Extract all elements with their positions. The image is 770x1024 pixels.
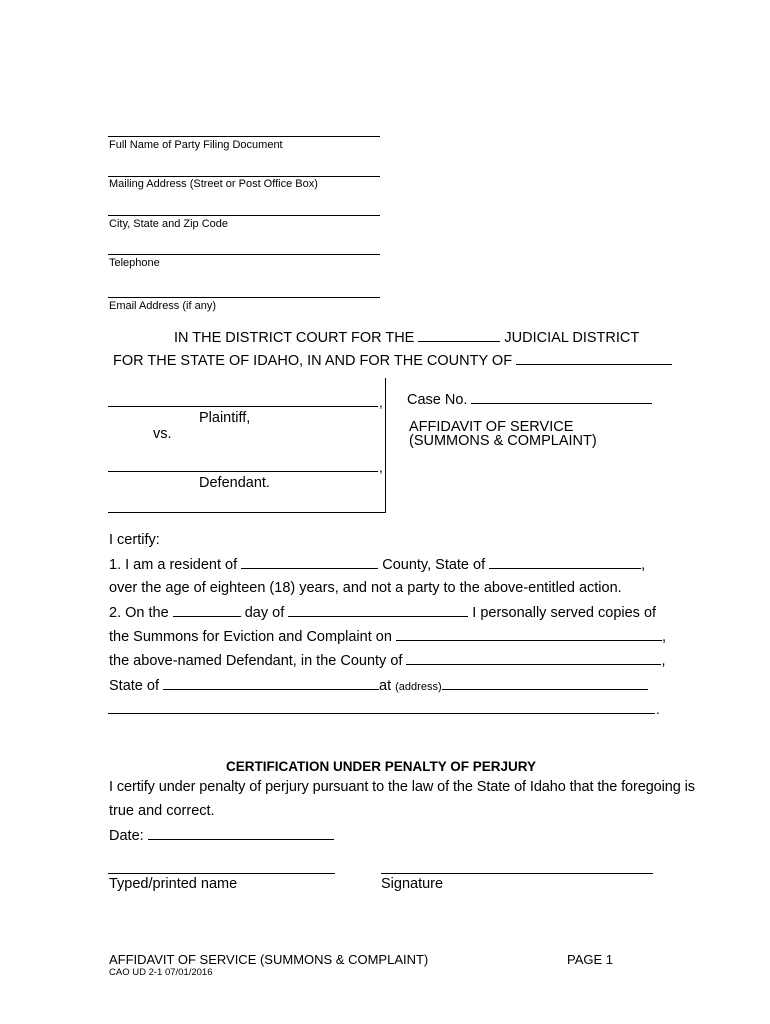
email-line[interactable] bbox=[108, 297, 380, 298]
email-label: Email Address (if any) bbox=[109, 300, 216, 312]
judicial-district-blank[interactable] bbox=[418, 329, 500, 342]
footer-form-code: CAO UD 2-1 07/01/2016 bbox=[109, 967, 213, 978]
served-on-blank[interactable] bbox=[396, 628, 662, 641]
summons-comma: , bbox=[661, 629, 666, 645]
case-no-blank[interactable] bbox=[471, 391, 652, 404]
at-text: at bbox=[379, 678, 392, 694]
document-title-line1: AFFIDAVIT OF SERVICE bbox=[409, 419, 574, 435]
full-name-line[interactable] bbox=[108, 136, 380, 137]
address-period: . bbox=[656, 702, 660, 717]
certification-text-2: true and correct. bbox=[109, 803, 215, 819]
case-no-label: Case No. bbox=[407, 392, 468, 408]
item-2-text-a: 2. On the bbox=[109, 605, 169, 621]
address-continuation-line[interactable] bbox=[108, 713, 655, 714]
county-text: the above-named Defendant, in the County of bbox=[109, 653, 403, 669]
item-1-comma: , bbox=[641, 557, 646, 573]
defendant-label: Defendant. bbox=[199, 475, 270, 491]
item-2-text-b: day of bbox=[244, 605, 285, 621]
item-1-text-b: County, State of bbox=[382, 557, 486, 573]
defendant-comma: , bbox=[379, 460, 383, 475]
document-title-line2: (SUMMONS & COMPLAINT) bbox=[409, 433, 597, 449]
footer-page-number: PAGE 1 bbox=[567, 952, 614, 967]
state-of-text: State of bbox=[109, 678, 159, 694]
court-header-line2 bbox=[113, 352, 672, 369]
plaintiff-name-line[interactable] bbox=[108, 406, 378, 407]
court-header-text-b: JUDICIAL DISTRICT bbox=[504, 330, 640, 346]
summons-line bbox=[109, 628, 666, 645]
address-label: (address) bbox=[395, 681, 442, 693]
signature-line[interactable] bbox=[381, 873, 653, 874]
service-county-blank[interactable] bbox=[406, 652, 661, 665]
item-1-continuation: over the age of eighteen (18) years, and not a party to the above-entitled action. bbox=[109, 580, 622, 596]
city-state-zip-label: City, State and Zip Code bbox=[109, 218, 229, 230]
signature-label: Signature bbox=[381, 876, 444, 892]
case-number bbox=[407, 391, 652, 408]
county-blank[interactable] bbox=[516, 352, 672, 365]
resident-state-blank[interactable] bbox=[489, 556, 641, 569]
date-label: Date: bbox=[109, 828, 144, 844]
footer-title: AFFIDAVIT OF SERVICE (SUMMONS & COMPLAINT) bbox=[109, 952, 429, 967]
item-2-line bbox=[109, 604, 656, 621]
county-line bbox=[109, 652, 665, 669]
plaintiff-comma: , bbox=[379, 395, 383, 410]
defendant-name-line[interactable] bbox=[108, 471, 378, 472]
caption-divider bbox=[385, 378, 386, 513]
court-header-line2-text: FOR THE STATE OF IDAHO, IN AND FOR THE COUNTY OF bbox=[113, 353, 513, 369]
item-2-text-c: I personally served copies of bbox=[472, 605, 657, 621]
resident-county-blank[interactable] bbox=[241, 556, 378, 569]
telephone-line[interactable] bbox=[108, 254, 380, 255]
court-header-text-a: IN THE DISTRICT COURT FOR THE bbox=[174, 330, 415, 346]
county-comma: , bbox=[661, 653, 666, 669]
vs-label: vs. bbox=[153, 426, 172, 442]
telephone-label: Telephone bbox=[109, 257, 160, 269]
state-address-line bbox=[109, 677, 648, 694]
date-blank[interactable] bbox=[148, 827, 334, 840]
plaintiff-label: Plaintiff, bbox=[199, 410, 251, 426]
full-name-label: Full Name of Party Filing Document bbox=[109, 139, 283, 151]
service-address-blank[interactable] bbox=[442, 677, 648, 690]
service-state-blank[interactable] bbox=[163, 677, 379, 690]
certification-text-1: I certify under penalty of perjury pursuant to the law of the State of Idaho that the foregoing is bbox=[109, 779, 695, 795]
item-1-line bbox=[109, 556, 645, 573]
mailing-address-line[interactable] bbox=[108, 176, 380, 177]
item-1-text-a: 1. I am a resident of bbox=[109, 557, 238, 573]
service-day-blank[interactable] bbox=[173, 604, 241, 617]
mailing-address-label: Mailing Address (Street or Post Office Box) bbox=[109, 178, 318, 190]
certification-heading: CERTIFICATION UNDER PENALTY OF PERJURY bbox=[226, 759, 537, 774]
caption-bottom-border bbox=[108, 512, 386, 513]
city-state-zip-line[interactable] bbox=[108, 215, 380, 216]
court-header-line1 bbox=[174, 329, 639, 346]
typed-name-line[interactable] bbox=[108, 873, 335, 874]
service-month-blank[interactable] bbox=[288, 604, 468, 617]
date-line bbox=[109, 827, 334, 844]
summons-text: the Summons for Eviction and Complaint on bbox=[109, 629, 392, 645]
certify-heading: I certify: bbox=[109, 532, 160, 548]
typed-name-label: Typed/printed name bbox=[109, 876, 238, 892]
